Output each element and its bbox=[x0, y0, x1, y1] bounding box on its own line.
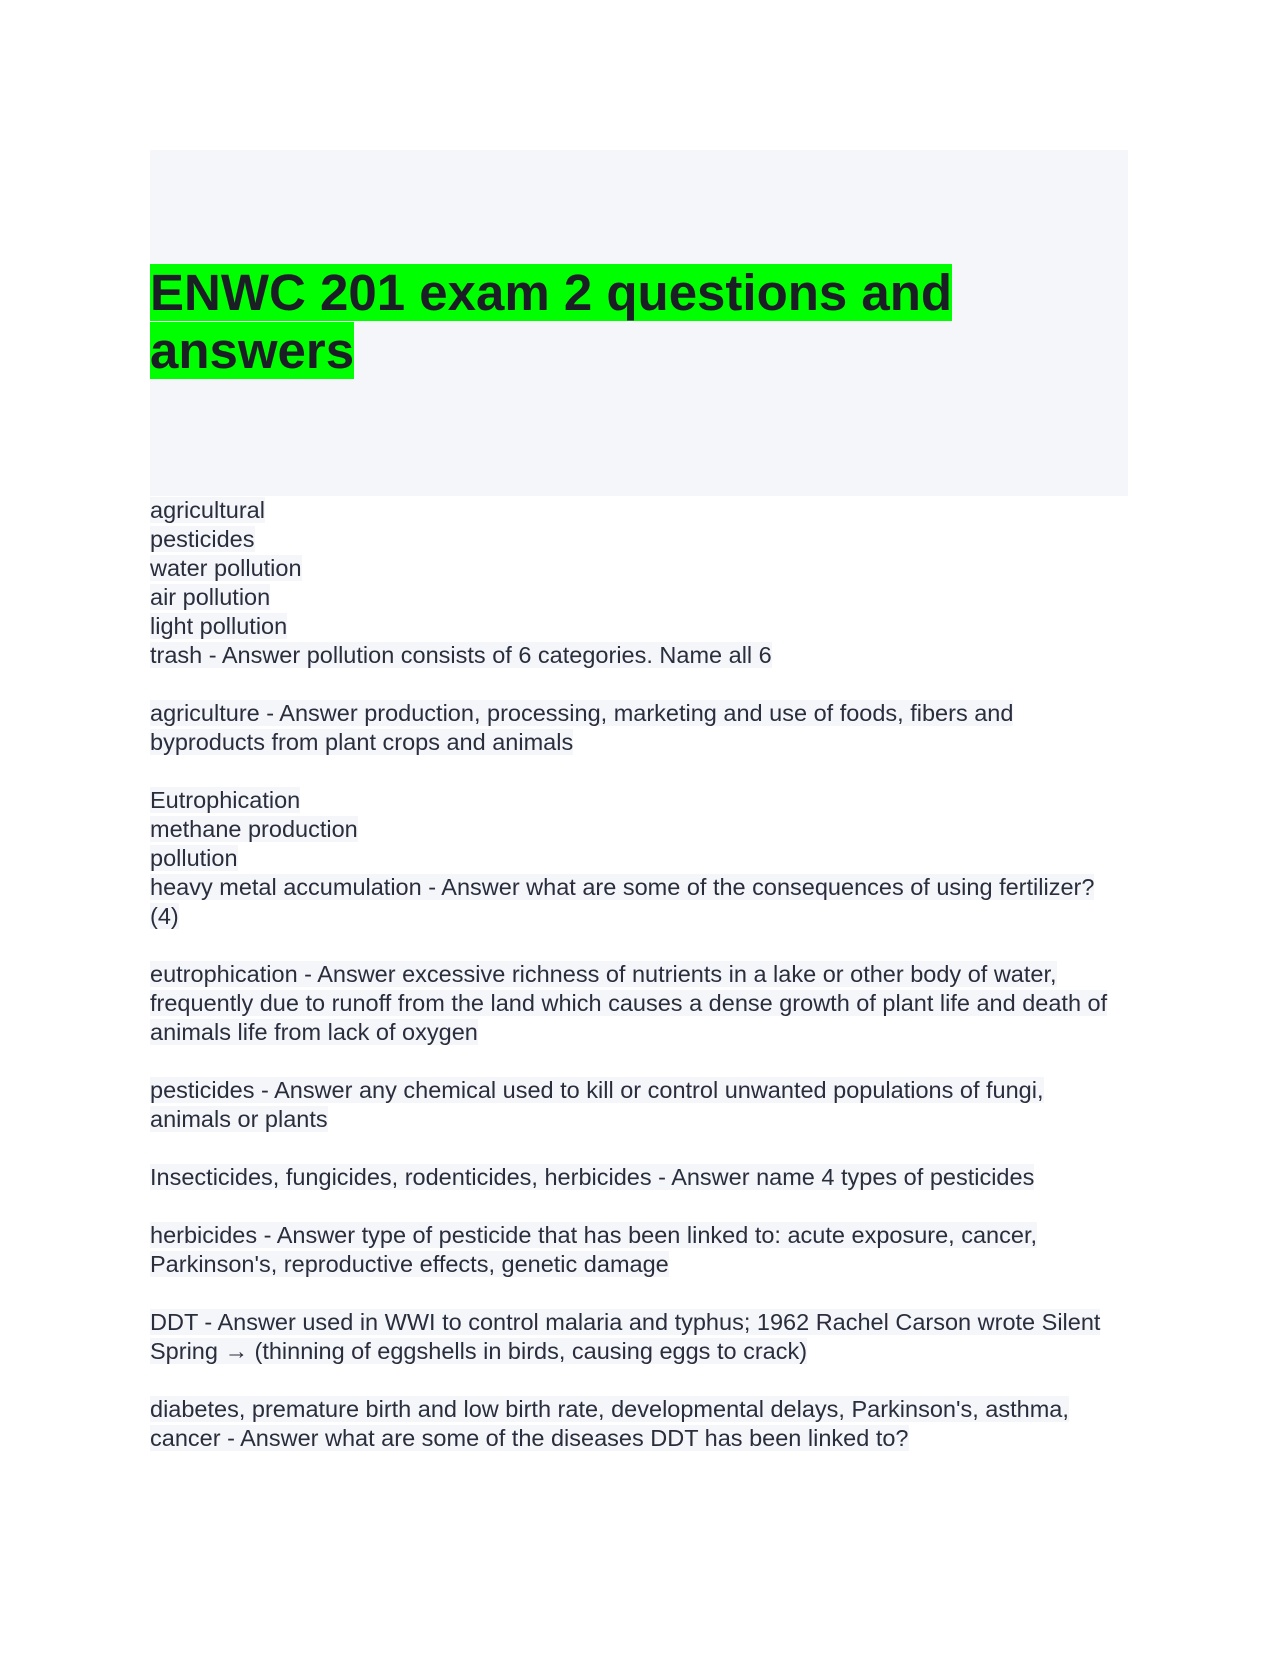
qa-line: DDT - Answer used in WWI to control malaria and typhus; 1962 Rachel Carson wrote Silent Spring → (thinning of eggshells in birds, causing eggs to crack) bbox=[150, 1309, 1101, 1364]
qa-entry bbox=[150, 699, 1128, 757]
qa-line: agricultural bbox=[150, 497, 265, 523]
qa-line: Insecticides, fungicides, rodenticides, herbicides - Answer name 4 types of pesticides bbox=[150, 1164, 1035, 1190]
qa-entry bbox=[150, 1163, 1128, 1192]
qa-line: pesticides - Answer any chemical used to kill or control unwanted populations of fungi, animals or plants bbox=[150, 1077, 1044, 1132]
qa-list bbox=[150, 496, 1128, 1453]
qa-line: air pollution bbox=[150, 584, 271, 610]
qa-line: herbicides - Answer type of pesticide that has been linked to: acute exposure, cancer, Parkinson's, reproductive effects, genetic damage bbox=[150, 1222, 1037, 1277]
qa-line: agriculture - Answer production, processing, marketing and use of foods, fibers and byproducts from plant crops and animals bbox=[150, 700, 1014, 755]
document-page bbox=[150, 150, 1128, 1482]
qa-entry bbox=[150, 496, 1128, 670]
qa-line: methane production bbox=[150, 816, 358, 842]
qa-entry bbox=[150, 1395, 1128, 1453]
qa-line: trash - Answer pollution consists of 6 categories. Name all 6 bbox=[150, 642, 772, 668]
title-panel bbox=[150, 150, 1128, 496]
qa-line: eutrophication - Answer excessive richness of nutrients in a lake or other body of water, frequently due to runoff from the land which causes a dense growth of plant life and death of animals life from lack of oxygen bbox=[150, 961, 1108, 1045]
qa-line: heavy metal accumulation - Answer what are some of the consequences of using fertilizer? (4) bbox=[150, 874, 1095, 929]
qa-line: light pollution bbox=[150, 613, 288, 639]
qa-entry bbox=[150, 786, 1128, 931]
qa-entry bbox=[150, 960, 1128, 1047]
qa-line: diabetes, premature birth and low birth rate, developmental delays, Parkinson's, asthma, cancer - Answer what are some of the diseases DDT has been linked to? bbox=[150, 1396, 1069, 1451]
qa-line: pollution bbox=[150, 845, 238, 871]
document-title bbox=[150, 264, 980, 380]
qa-entry bbox=[150, 1221, 1128, 1279]
qa-entry bbox=[150, 1308, 1128, 1366]
qa-entry bbox=[150, 1076, 1128, 1134]
document-title-text: ENWC 201 exam 2 questions and answers bbox=[150, 264, 953, 379]
qa-line: water pollution bbox=[150, 555, 302, 581]
qa-line: pesticides bbox=[150, 526, 255, 552]
qa-line: Eutrophication bbox=[150, 787, 301, 813]
